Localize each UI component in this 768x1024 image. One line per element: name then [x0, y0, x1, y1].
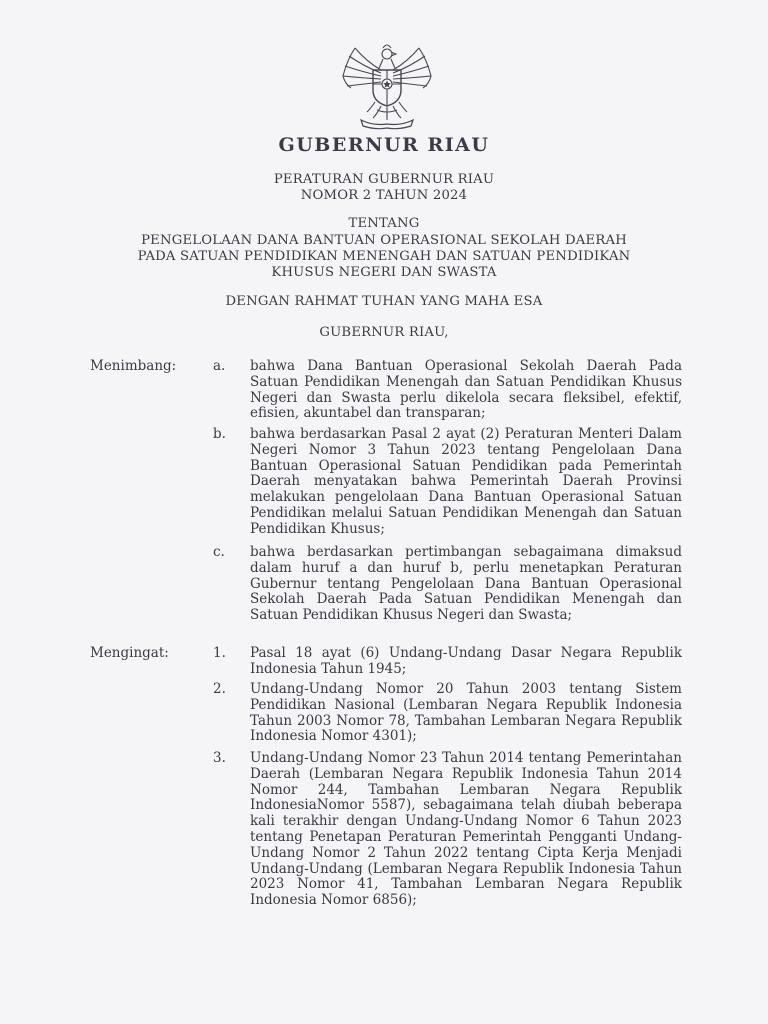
issuer: GUBERNUR RIAU, — [319, 325, 449, 340]
menimbang-label: Menimbang: — [90, 358, 177, 374]
list-item-text: bahwa berdasarkan pertimbangan sebagaimana dimaksud dalam huruf a dan huruf b, perlu menetapkan Peraturan Gubernur tentang Pengelolaan Dana Bantuan Operasional Sekolah Daerah Pada Satuan Pendidikan Menengah dan Satuan Pendidikan Khusus Negeri dan Swasta; — [250, 544, 682, 624]
list-item-text: Undang-Undang Nomor 20 Tahun 2003 tentang Sistem Pendidikan Nasional (Lembaran Negara Republik Indonesia Tahun 2003 Nomor 78, Tambahan Lembaran Negara Republik Indonesia Nomor 4301); — [250, 681, 682, 745]
list-item-marker: a. — [213, 358, 226, 374]
about-heading: TENTANG — [348, 216, 420, 231]
subject-line3: KHUSUS NEGERI DAN SWASTA — [271, 265, 497, 280]
list-item-text: Undang-Undang Nomor 23 Tahun 2014 tentang Pemerintahan Daerah (Lembaran Negara Republik Indonesia Tahun 2014 Nomor 244, Tambahan Lembaran Negara Republik IndonesiaNomor 5587), sebagaimana telah diubah beberapa kali terakhir dengan Undang-Undang Nomor 6 Tahun 2023 tentang Penetapan Peraturan Pemerintah Pengganti Undang-Undang Nomor 2 Tahun 2022 tentang Cipta Kerja Menjadi Undang-Undang (Lembaran Negara Republik Indonesia Tahun 2023 Nomor 41, Tambahan Lembaran Negara Republik Indonesia Nomor 6856); — [250, 750, 682, 909]
list-item-text: bahwa berdasarkan Pasal 2 ayat (2) Peraturan Menteri Dalam Negeri Nomor 3 Tahun 2023 tentang Pengelolaan Dana Bantuan Operasional Satuan Pendidikan pada Pemerintah Daerah menyatakan bahwa Pemerintah Daerah Provinsi melakukan pengelolaan Dana Bantuan Operasional Satuan Pendidikan melalui Satuan Pendidikan Menengah dan Satuan Pendidikan Khusus; — [250, 426, 682, 537]
garuda-emblem-icon — [337, 40, 437, 132]
list-item-marker: b. — [213, 426, 226, 442]
subject-line1: PENGELOLAAN DANA BANTUAN OPERASIONAL SEKOLAH DAERAH — [141, 233, 627, 248]
list-item-marker: 1. — [213, 645, 226, 661]
regulation-number: NOMOR 2 TAHUN 2024 — [300, 188, 468, 203]
subject-line2: PADA SATUAN PENDIDIKAN MENENGAH DAN SATUAN PENDIDIKAN — [137, 249, 631, 264]
preamble: DENGAN RAHMAT TUHAN YANG MAHA ESA — [225, 294, 543, 309]
list-item-text: Pasal 18 ayat (6) Undang-Undang Dasar Negara Republik Indonesia Tahun 1945; — [250, 645, 682, 677]
list-item-marker: 2. — [213, 681, 226, 697]
authority-title: GUBERNUR RIAU — [278, 134, 490, 156]
mengingat-label: Mengingat: — [90, 645, 169, 661]
list-item-text: bahwa Dana Bantuan Operasional Sekolah Daerah Pada Satuan Pendidikan Menengah dan Satuan Pendidikan Khusus Negeri dan Swasta perlu dikelola secara fleksibel, efektif, efisien, akuntabel dan transparan; — [250, 358, 682, 422]
list-item-marker: c. — [213, 544, 225, 560]
regulation-title-line1: PERATURAN GUBERNUR RIAU — [273, 172, 495, 187]
list-item-marker: 3. — [213, 750, 226, 766]
